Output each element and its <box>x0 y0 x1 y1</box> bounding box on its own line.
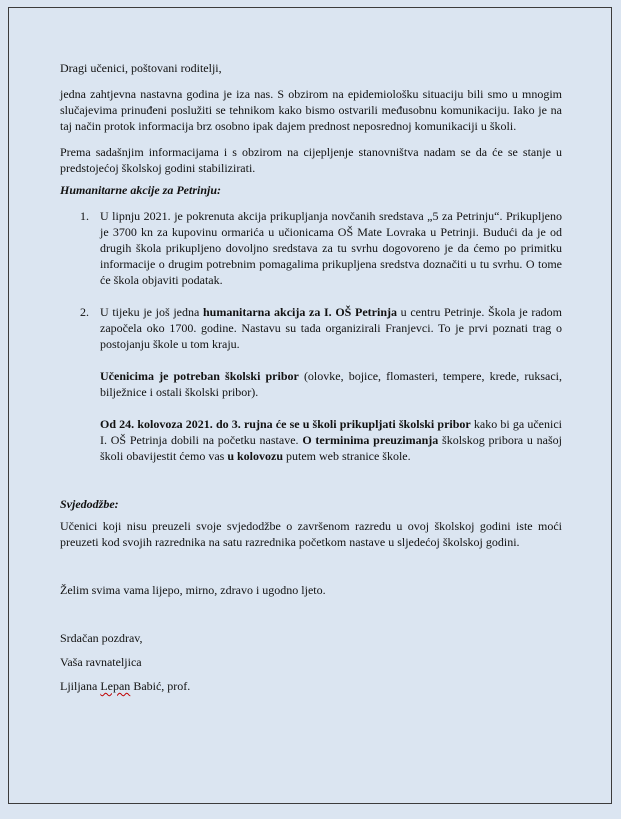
bold-text: humanitarna akcija za I. OŠ Petrinja <box>203 305 398 319</box>
bold-text: Od 24. kolovoza 2021. do 3. rujna će se u školi prikupljati školski pribor <box>100 417 471 431</box>
text-span: U tijeku je još jedna <box>100 305 203 319</box>
text-span: putem web stranice škole. <box>283 449 411 463</box>
wish-text: Želim svima vama lijepo, mirno, zdravo i ugodno ljeto. <box>60 583 326 597</box>
closing: Srdačan pozdrav, <box>60 631 143 645</box>
signature-first-name: Ljiljana <box>60 679 101 693</box>
signature-rest: Babić, prof. <box>130 679 191 693</box>
bold-text: u kolovozu <box>227 449 283 463</box>
list-number: 1. <box>80 209 89 223</box>
humanitarian-list <box>60 208 562 464</box>
text-span: školskog pribora u našoj školi obavijestit ćemo vas <box>100 433 562 463</box>
letter-body <box>60 60 562 694</box>
list-number: 2. <box>80 305 89 319</box>
list-item <box>60 208 562 288</box>
intro-paragraph: jedna zahtjevna nastavna godina je iza nas. S obzirom na epidemiološku situaciju bili smo u mnogim slučajevima prinuđeni poslužiti se tehnikom kako bismo ostvarili međusobnu komunikaciju. Iako je na taj način protok informacija brz osobno ipak dajem prednost neposrednoj komunikaciji u školi. <box>60 87 562 133</box>
greeting: Dragi učenici, poštovani roditelji, <box>60 61 222 75</box>
item2-paragraph-2 <box>100 368 562 400</box>
certificates-heading: Svjedodžbe: <box>60 497 119 511</box>
text-span: u centru Petrinje. Škola je radom započela oko 1700. godine. Nastavu su tada organizirali Franjevci. To je prvi poznati trag o postojanju škole u tom kraju. <box>100 305 562 351</box>
signature-title: Vaša ravnateljica <box>60 655 142 669</box>
item1-text: U lipnju 2021. je pokrenuta akcija prikupljanja novčanih sredstava „5 za Petrinju“. Prikupljeno je 3700 kn za kupovinu ormarića u učionicama OŠ Mate Lovraka u Petrinji. Budući da je od drugih škola prikupljeno dovoljno sredstava za tu svrhu dogovoreno je da ćemo po primitku informacije o drugim potrebnim pomagalima prikupljena sredstva doznačiti u tu svrhu. O tome će škola objaviti podatak. <box>100 209 562 287</box>
bold-text: O terminima preuzimanja <box>302 433 439 447</box>
text-span: (olovke, bojice, flomasteri, tempere, krede, ruksaci, bilježnice i ostali školski pribor). <box>100 369 562 399</box>
certificates-text: Učenici koji nisu preuzeli svoje svjedodžbe o završenom razredu u ovoj školskoj godini iste moći preuzeti kod svojih razrednika na satu razrednika početkom nastave u sljedećoj školskoj godini. <box>60 519 562 549</box>
second-paragraph: Prema sadašnjim informacijama i s obzirom na cijepljenje stanovništva nadam se da će se stanje u predstojećoj školskoj godini stabilizirati. <box>60 145 562 175</box>
signature <box>60 678 562 694</box>
text-span: kako bi ga učenici I. OŠ Petrinja dobili na početku nastave. <box>100 417 562 447</box>
signature-last-name: Lepan <box>100 679 131 693</box>
humanitarian-heading: Humanitarne akcije za Petrinju: <box>60 183 222 197</box>
bold-text: Učenicima je potreban školski pribor <box>100 369 299 383</box>
item2-paragraph-3 <box>100 416 562 464</box>
list-item <box>60 304 562 464</box>
item2-paragraph-1 <box>100 304 562 352</box>
